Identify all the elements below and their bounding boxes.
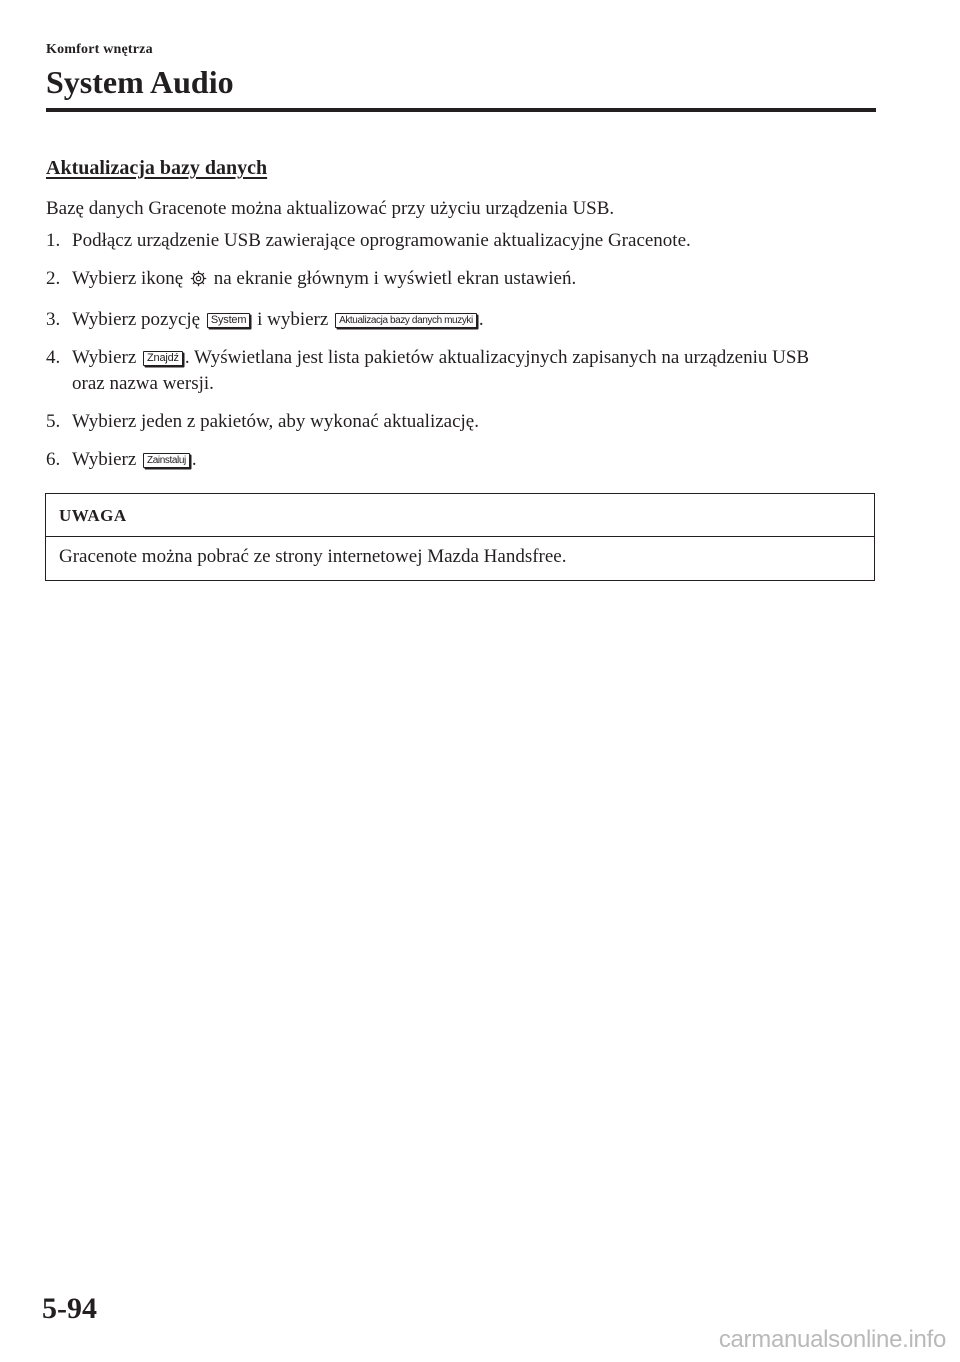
step-4 <box>46 345 846 397</box>
step-number: 1. <box>46 230 61 251</box>
page-number: 5-94 <box>42 1292 97 1325</box>
step-text: . <box>478 309 484 330</box>
note-box <box>45 493 875 581</box>
note-text: Gracenote można pobrać ze strony internetowej Mazda Handsfree. <box>59 546 567 567</box>
step-number: 4. <box>46 347 61 368</box>
intro-paragraph: Bazę danych Gracenote można aktualizować przy użyciu urządzenia USB. <box>46 198 615 219</box>
subheading: Aktualizacja bazy danych <box>46 157 268 179</box>
step-5 <box>46 409 846 435</box>
install-button: Zainstaluj <box>143 453 190 468</box>
step-3 <box>46 307 846 333</box>
system-button: System <box>207 313 250 328</box>
section-label: Komfort wnętrza <box>46 42 153 57</box>
step-text: na ekranie głównym i wyświetl ekran ustawień. <box>213 268 577 289</box>
page-title: System Audio <box>46 64 234 100</box>
step-1 <box>46 228 846 254</box>
music-database-update-button: Aktualizacja bazy danych muzyki <box>335 313 477 328</box>
steps-list <box>46 228 846 485</box>
note-divider <box>46 536 874 537</box>
step-number: 6. <box>46 449 61 470</box>
step-number: 5. <box>46 411 61 432</box>
step-text: Wybierz <box>72 347 137 368</box>
step-text: . <box>191 449 197 470</box>
step-text: i wybierz <box>257 309 329 330</box>
gear-icon <box>190 269 207 295</box>
step-number: 3. <box>46 309 61 330</box>
step-text: Wybierz pozycję <box>72 309 201 330</box>
title-rule <box>46 108 876 112</box>
find-button: Znajdź <box>143 351 183 366</box>
step-6 <box>46 447 846 473</box>
step-text: Wybierz jeden z pakietów, aby wykonać aktualizację. <box>72 411 479 432</box>
note-title: UWAGA <box>59 506 127 525</box>
step-text: Wybierz ikonę <box>72 268 184 289</box>
step-text: Wybierz <box>72 449 137 470</box>
step-text: Podłącz urządzenie USB zawierające oprogramowanie aktualizacyjne Gracenote. <box>72 230 691 251</box>
watermark: carmanualsonline.info <box>718 1326 946 1353</box>
step-number: 2. <box>46 268 61 289</box>
step-2 <box>46 266 846 295</box>
step-text: . Wyświetlana jest lista pakietów aktualizacyjnych zapisanych na urządzeniu USB oraz nazwa wersji. <box>72 347 810 394</box>
